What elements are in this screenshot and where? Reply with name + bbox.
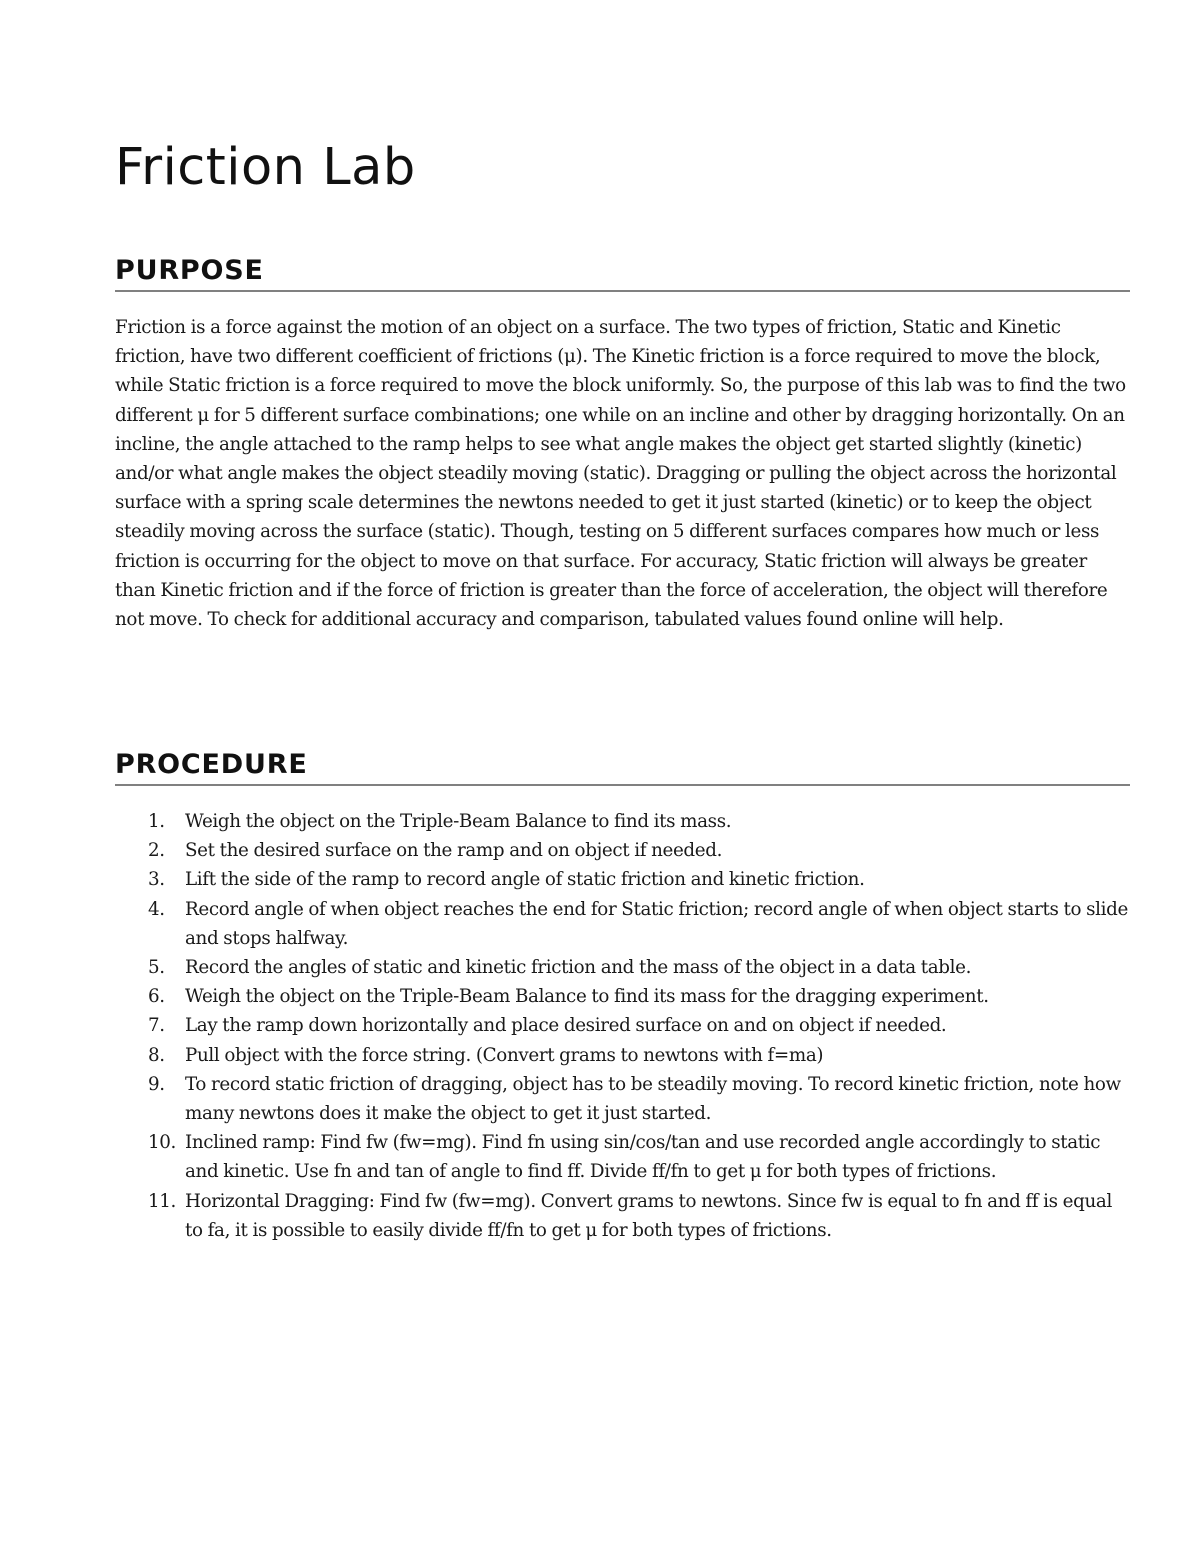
step-number: 4. <box>148 898 165 920</box>
procedure-step <box>115 865 1130 894</box>
step-text: Pull object with the force string. (Convert grams to newtons with f=ma) <box>185 1044 824 1066</box>
step-number: 5. <box>148 957 165 979</box>
step-text: Record angle of when object reaches the end for Static friction; record angle of when object starts to slide and stops halfway. <box>185 898 1128 949</box>
procedure-step <box>115 953 1130 982</box>
step-text: Weigh the object on the Triple-Beam Balance to find its mass for the dragging experiment. <box>185 986 989 1008</box>
step-text: Lay the ramp down horizontally and place desired surface on and on object if needed. <box>185 1015 947 1037</box>
step-text: Horizontal Dragging: Find fw (fw=mg). Convert grams to newtons. Since fw is equal to fn and ff is equal to fa, it is possible to easily divide ff/fn to get μ for both types of frictions. <box>185 1190 1112 1241</box>
step-number: 9. <box>148 1073 165 1095</box>
procedure-step <box>115 895 1130 953</box>
procedure-step <box>115 982 1130 1011</box>
procedure-step <box>115 807 1130 836</box>
step-number: 3. <box>148 869 165 891</box>
procedure-step <box>115 1070 1130 1128</box>
step-number: 10. <box>148 1132 177 1154</box>
step-number: 2. <box>148 840 165 862</box>
procedure-step <box>115 1011 1130 1040</box>
step-text: Set the desired surface on the ramp and on object if needed. <box>185 840 723 862</box>
step-text: Record the angles of static and kinetic friction and the mass of the object in a data table. <box>185 957 972 979</box>
step-number: 11. <box>148 1190 177 1212</box>
procedure-heading: PROCEDURE <box>115 749 1130 786</box>
document-title: Friction Lab <box>115 138 416 197</box>
step-text: Lift the side of the ramp to record angle of static friction and kinetic friction. <box>185 869 865 891</box>
step-text: To record static friction of dragging, object has to be steadily moving. To record kinetic friction, note how many newtons does it make the object to get it just started. <box>185 1073 1121 1125</box>
procedure-steps-list <box>115 807 1130 1245</box>
step-text: Weigh the object on the Triple-Beam Balance to find its mass. <box>185 811 732 832</box>
procedure-step <box>115 1041 1130 1070</box>
purpose-paragraph: Friction is a force against the motion of an object on a surface. The two types of friction, Static and Kinetic friction, have two different coefficient of frictions (μ). The Kinetic friction is a force required to move the block, while Static friction is a force required to move the block uniformly. So, the purpose of this lab was to find the two different μ for 5 different surface combinations; one while on an incline and other by dragging horizontally. On an incline, the angle attached to the ramp helps to see what angle makes the object get started slightly (kinetic) and/or what angle makes the object steadily moving (static). Dragging or pulling the object across the horizontal surface with a spring scale determines the newtons needed to get it just started (kinetic) or to keep the object steadily moving across the surface (static). Though, testing on 5 different surfaces compares how much or less friction is occurring for the object to move on that surface. For accuracy, Static friction will always be greater than Kinetic friction and if the force of friction is greater than the force of acceleration, the object will therefore not move. To check for additional accuracy and comparison, tabulated values found online will help. <box>115 317 1126 631</box>
step-text: Inclined ramp: Find fw (fw=mg). Find fn using sin/cos/tan and use recorded angle accordingly to static and kinetic. Use fn and tan of angle to find ff. Divide ff/fn to get μ for both types of frictions. <box>185 1132 1101 1183</box>
procedure-step <box>115 1187 1130 1245</box>
step-number: 6. <box>148 986 165 1008</box>
procedure-step <box>115 1128 1130 1186</box>
step-number: 8. <box>148 1044 165 1066</box>
procedure-step <box>115 836 1130 865</box>
purpose-heading: PURPOSE <box>115 255 1130 292</box>
step-number: 7. <box>148 1015 165 1037</box>
step-number: 1. <box>148 811 165 832</box>
